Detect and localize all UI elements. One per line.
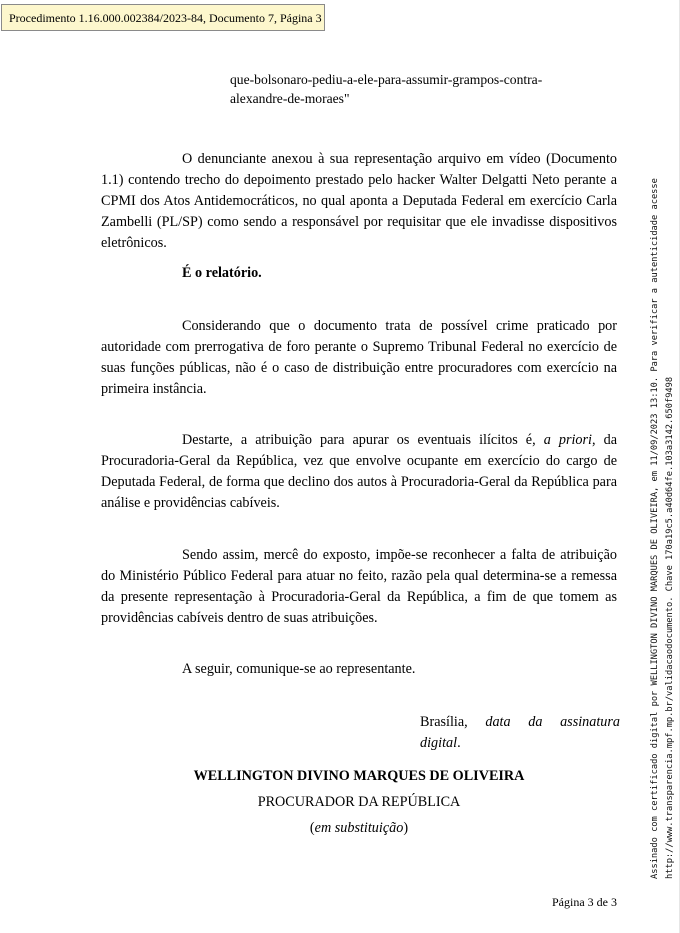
closing-place: Brasília, — [420, 714, 468, 730]
procedure-reference: Procedimento 1.16.000.002384/2023-84, Documento 7, Página 3 — [9, 11, 322, 25]
closing-date: data da assinatura digital — [420, 714, 621, 751]
report-heading: É o relatório. — [182, 265, 262, 281]
substitution-text: em substituição — [314, 820, 404, 836]
paragraph-notify: A seguir, comunique-se ao representante. — [182, 661, 416, 677]
paragraph-video-annex: O denunciante anexou à sua representação arquivo em vídeo (Documento 1.1) contendo trecho do depoimento prestado pelo hacker Walter Delgatti Neto perante a CPMI dos Atos Antidemocráticos, no qual aponta a Deputada Federal em exercício Carla Zambelli (PL/SP) como sendo a responsável por requisitar que ele invadisse dispositivos eletrônicos. — [101, 151, 617, 251]
paragraph-attribution — [101, 430, 617, 514]
a-priori-text: a priori — [543, 432, 592, 448]
paragraph-attribution-start: Destarte, a atribuição para apurar os eventuais ilícitos é, — [182, 432, 536, 448]
paragraph-conclusion: Sendo assim, mercê do exposto, impõe-se reconhecer a falta de atribuição do Ministério Público Federal para atuar no feito, razão pela qual determina-se a remessa da presente representação à Procuradoria-Geral da República, a fim de que tomem as providências cabíveis dentro de suas atribuições. — [101, 547, 617, 626]
procedure-header — [1, 4, 325, 31]
signature-stamp-line-1: Assinado com certificado digital por WELLINGTON DIVINO MARQUES DE OLIVEIRA, em 11/09/2023 13:10. Para verificar a autenticidade acesse — [650, 178, 660, 879]
paragraph-attribution-end: , da Procuradoria-Geral da República, vez que envolve ocupante em exercício do cargo de Deputada Federal, de forma que declino dos autos à Procuradoria-Geral da República para análise e providências cabíveis. — [101, 432, 617, 511]
paragraph-jurisdiction: Considerando que o documento trata de possível crime praticado por autoridade com prerrogativa de foro perante o Supremo Tribunal Federal no exercício de suas funções públicas, não é o caso de distribuição entre procuradores com exercício na primeira instância. — [101, 318, 617, 397]
signatory-title: PROCURADOR DA REPÚBLICA — [257, 794, 461, 810]
closing-place-date — [420, 712, 620, 754]
closing-period: . — [457, 735, 461, 751]
digital-signature-stamp — [648, 139, 678, 879]
signatory-note: (em substituição) — [309, 820, 409, 836]
signature-stamp-line-2: http://www.transparencia.mpf.mp.br/validacaodocumento. Chave 170a19c5.a40d64fe.103a3142.650f9498 — [665, 376, 675, 879]
signatory-name: WELLINGTON DIVINO MARQUES DE OLIVEIRA — [193, 768, 525, 784]
quoted-url-tail: que-bolsonaro-pediu-a-ele-para-assumir-grampos-contra-alexandre-de-moraes" — [230, 72, 543, 106]
page-number: Página 3 de 3 — [552, 895, 617, 909]
